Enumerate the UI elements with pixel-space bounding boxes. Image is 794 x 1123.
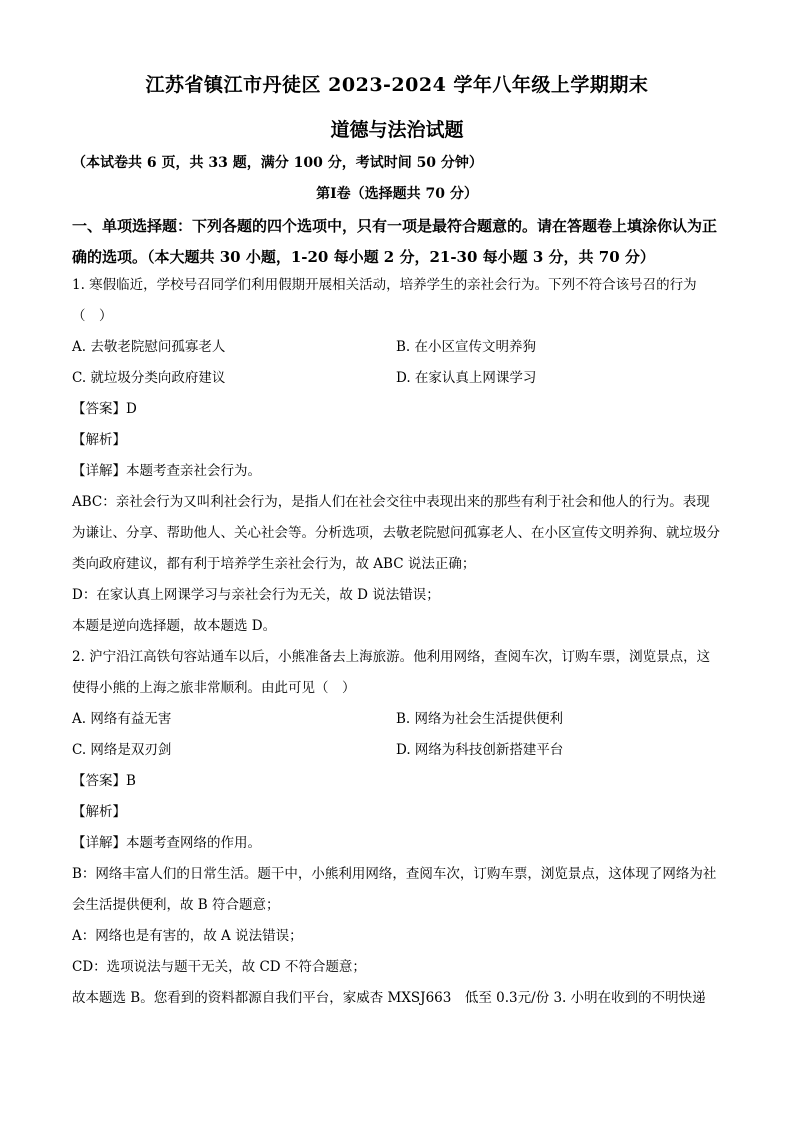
q2-options-row-2 (72, 735, 722, 766)
q2-option-c: C. 网络是双刃剑 (72, 742, 172, 758)
q1-analysis-tag: 【解析】 (72, 432, 126, 448)
detail-tag: 【详解】 (72, 835, 126, 851)
q2-answer-value: B (126, 773, 136, 789)
q1-answer-value: D (126, 401, 137, 417)
q2-stem: 2. 沪宁沿江高铁句容站通车以后，小熊准备去上海旅游。他利用网络，查阅车次，订购车票，浏览景点，这使得小熊的上海之旅非常顺利。由此可见（ ） (72, 649, 711, 696)
q1-paragraph-1: ABC：亲社会行为又叫利社会行为，是指人们在社会交往中表现出来的那些有利于社会和他人的行为。表现为谦让、分享、帮助他人、关心社会等。分析选项，去敬老院慰问孤寡老人、在小区宣传文明养狗、就垃圾分类向政府建议，都有利于培养学生亲社会行为，故 ABC 说法正确； (72, 494, 720, 572)
q2-option-d: D. 网络为科技创新搭建平台 (396, 742, 564, 758)
q1-paragraph-3: 本题是逆向选择题，故本题选 D。 (72, 618, 277, 634)
q1-option-a: A. 去敬老院慰问孤寡老人 (72, 339, 226, 355)
volume-title: 第Ⅰ卷（选择题共 70 分） (316, 186, 478, 202)
document-title: 江苏省镇江市丹徒区 2023-2024 学年八年级上学期期末 (145, 74, 649, 96)
question-content (72, 270, 722, 1014)
answer-tag: 【答案】 (72, 773, 126, 789)
q1-options-row-1 (72, 332, 722, 363)
q2-detail (72, 828, 722, 859)
q1-option-d: D. 在家认真上网课学习 (396, 370, 537, 386)
answer-tag: 【答案】 (72, 401, 126, 417)
q2-option-b: B. 网络为社会生活提供便利 (396, 711, 564, 727)
q1-paragraph-2: D：在家认真上网课学习与亲社会行为无关，故 D 说法错误； (72, 587, 440, 603)
detail-tag: 【详解】 (72, 463, 126, 479)
q2-options-row-1 (72, 704, 722, 735)
q2-paragraph-4: 故本题选 B。您看到的资料都源自我们平台，家威杏 MXSJ663 低至 0.3元/份 3. 小明在收到的不明快递 (72, 990, 706, 1006)
q2-paragraph-2: A：网络也是有害的，故 A 说法错误； (72, 928, 303, 944)
q1-options-row-2 (72, 363, 722, 394)
q2-option-a: A. 网络有益无害 (72, 711, 172, 727)
q1-detail (72, 456, 722, 487)
q2-detail-text: 本题考查网络的作用。 (126, 835, 261, 851)
q2-paragraph-1: B：网络丰富人们的日常生活。题干中，小熊利用网络，查阅车次，订购车票，浏览景点，这体现了网络为社会生活提供便利，故 B 符合题意； (72, 866, 717, 913)
document-subtitle: 道德与法治试题 (330, 119, 464, 141)
q1-option-c: C. 就垃圾分类向政府建议 (72, 370, 226, 386)
q2-paragraph-3: CD：选项说法与题干无关，故 CD 不符合题意； (72, 959, 366, 975)
q2-analysis-tag: 【解析】 (72, 804, 126, 820)
q1-option-b: B. 在小区宣传文明养狗 (396, 339, 537, 355)
q1-answer (72, 394, 722, 425)
q2-answer (72, 766, 722, 797)
q1-detail-text: 本题考查亲社会行为。 (126, 463, 261, 479)
section-heading: 一、单项选择题：下列各题的四个选项中，只有一项是最符合题意的。请在答题卷上填涂你认为正确的选项。（本大题共 30 小题，1-20 每小题 2 分，21-30 每小题 3 分，共 70 分） (72, 217, 718, 266)
q1-stem: 1. 寒假临近，学校号召同学们利用假期开展相关活动，培养学生的亲社会行为。下列不符合该号召的行为（ ） (72, 277, 697, 324)
exam-note: （本试卷共 6 页，共 33 题，满分 100 分，考试时间 50 分钟） (72, 155, 483, 171)
